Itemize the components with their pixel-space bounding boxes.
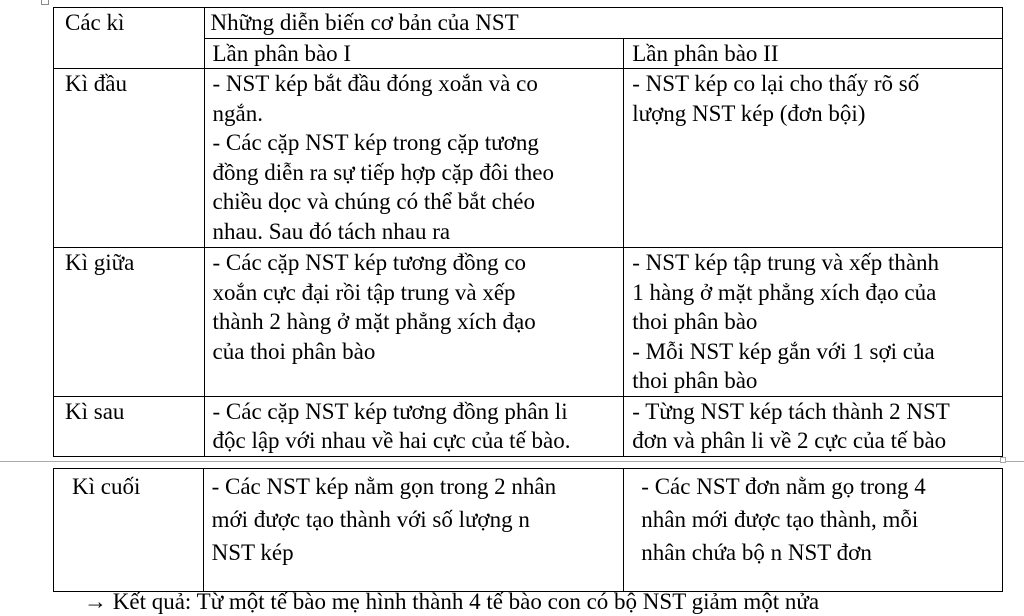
text-line: thoi phân bào: [632, 368, 758, 393]
division-1-cell: [204, 248, 624, 397]
header-changes-cell: Những diễn biến cơ bản của NST: [204, 8, 1003, 39]
text-line: - Các NST kép nằm gọn trong 2 nhân: [211, 474, 557, 499]
text-line: ngắn.: [212, 100, 263, 126]
text-line: xoắn cực đại rồi tập trung và xếp: [212, 279, 516, 305]
text-line: - Các cặp NST kép trong cặp tương: [212, 130, 539, 155]
header-stage-cell: Các kì: [54, 8, 205, 69]
text-line: 1 hàng ở mặt phẳng xích đạo của: [632, 279, 937, 305]
text-line: nhân mới được tạo thành, mỗi: [641, 507, 919, 532]
result-conclusion: → Kết quả: Từ một tế bào mẹ hình thành 4 tế bào con có bộ NST giảm một nửa: [84, 589, 820, 614]
text-line: của thoi phân bào: [212, 338, 376, 364]
text-line: - Từng NST kép tách thành 2 NST: [632, 398, 950, 424]
text-line: độc lập với nhau về hai cực của tế bào.: [212, 428, 571, 453]
text-line: chiều dọc và chúng có thể bắt chéo: [212, 189, 536, 214]
text-line: - NST kép co lại cho thấy rõ số: [632, 71, 920, 96]
division-1-cell: [203, 469, 624, 592]
table-header-row: [54, 8, 1003, 39]
table-row: [54, 69, 1003, 248]
division-1-cell: [204, 396, 624, 456]
table-row: [54, 396, 1003, 456]
division-2-cell: [624, 469, 1003, 592]
stage-cell: Kì đầu: [54, 69, 205, 248]
text-line: - Các cặp NST kép tương đồng co: [212, 250, 527, 275]
stage-cell: Kì giữa: [54, 248, 205, 397]
text-line: đơn và phân li về 2 cực của tế bào: [632, 428, 947, 453]
meiosis-table: [53, 7, 1003, 457]
table-resize-handle-icon[interactable]: [1000, 457, 1006, 463]
header-division-2-cell: Lần phân bào II: [624, 38, 1003, 69]
table-move-handle-icon[interactable]: [41, 0, 49, 5]
text-line: NST kép: [211, 540, 294, 565]
text-line: - NST kép bắt đầu đóng xoắn và co: [212, 71, 538, 96]
table-row: [54, 469, 1003, 592]
text-line: thành 2 hàng ở mặt phẳng xích đạo: [212, 309, 536, 334]
text-line: thoi phân bào: [632, 309, 758, 334]
text-line: - NST kép tập trung và xếp thành: [632, 250, 940, 275]
text-line: mới được tạo thành với số lượng n: [211, 507, 530, 532]
text-line: - Mỗi NST kép gắn với 1 sợi của: [632, 338, 935, 364]
page-break-divider: [0, 461, 1024, 462]
text-line: - Các NST đơn nằm gọ trong 4: [641, 474, 926, 499]
text-line: nhau. Sau đó tách nhau ra: [212, 218, 451, 244]
division-1-cell: [204, 69, 624, 248]
division-2-cell: [624, 69, 1003, 248]
division-2-cell: [624, 396, 1003, 456]
text-line: lượng NST kép (đơn bội): [632, 100, 866, 126]
header-division-1-cell: Lần phân bào I: [204, 38, 624, 69]
meiosis-table-continued: [53, 468, 1003, 592]
text-line: nhân chứa bộ n NST đơn: [641, 540, 872, 565]
text-line: đồng diễn ra sự tiếp hợp cặp đôi theo: [212, 159, 554, 185]
stage-cell: Kì sau: [54, 396, 205, 456]
stage-cell: Kì cuối: [54, 469, 204, 592]
division-2-cell: [624, 248, 1003, 397]
table-row: [54, 248, 1003, 397]
text-line: - Các cặp NST kép tương đồng phân li: [212, 398, 568, 424]
